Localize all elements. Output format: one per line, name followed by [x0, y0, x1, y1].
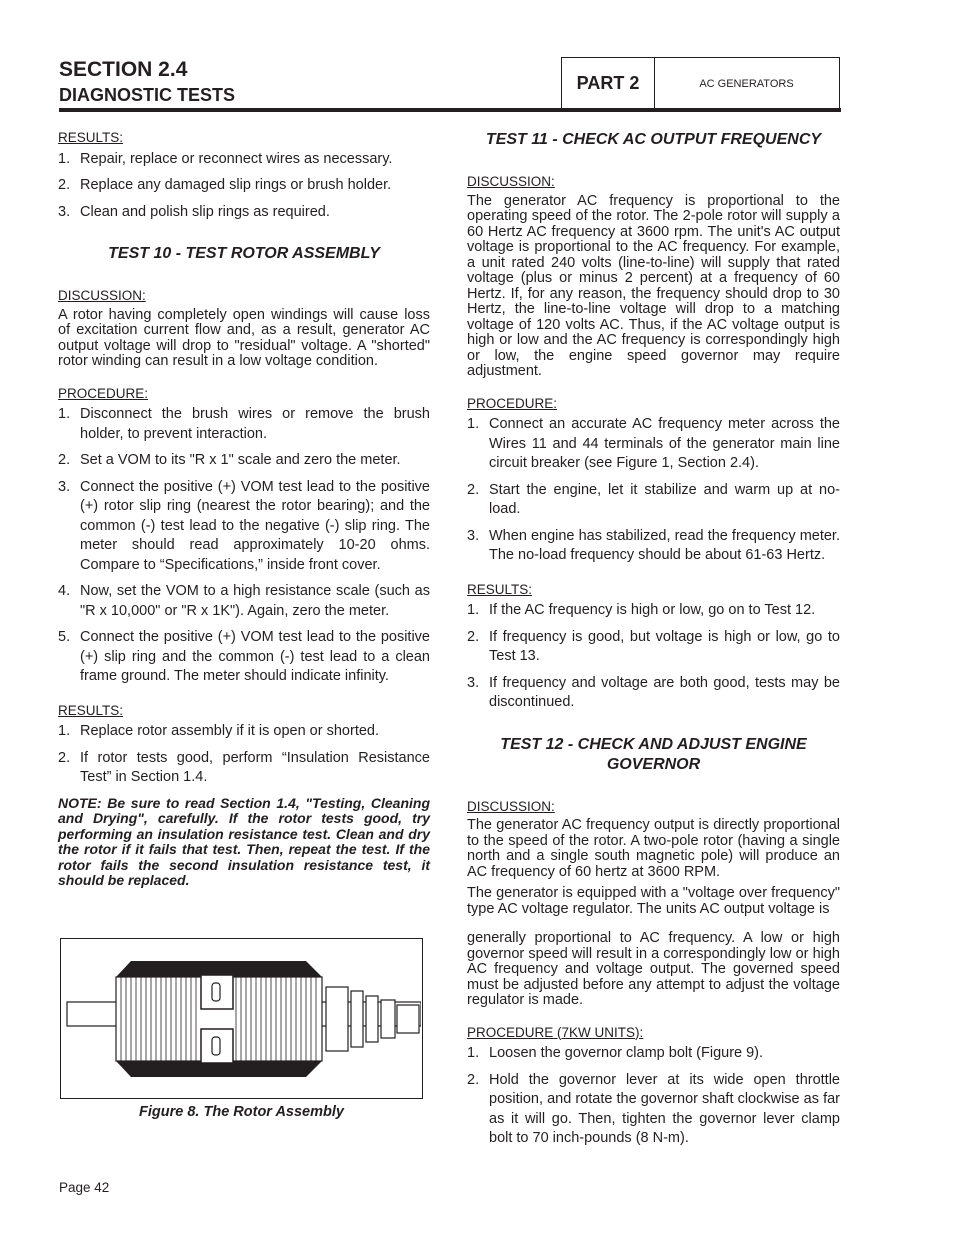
list-item: 5. Connect the positive (+) VOM test lead to the positive (+) slip ring and the common (-) test lead to a clean frame ground. The meter should indicate infinity.: [58, 629, 430, 684]
list-item: 2. Hold the governor lever at its wide open throttle position, and rotate the governor shaft clockwise as far as it will go. Then, tighten the governor lever clamp bolt to 70 inch-pounds (8 N-m).: [467, 1071, 840, 1146]
section-title: SECTION 2.4: [59, 58, 188, 81]
results-list: [467, 601, 840, 713]
list-item: 1. Repair, replace or reconnect wires as necessary.: [58, 150, 393, 167]
results-label: RESULTS:: [467, 581, 533, 597]
list-item: 2. Set a VOM to its "R x 1" scale and zero the meter.: [58, 452, 401, 468]
rotor-illustration: [61, 939, 421, 1097]
list-item: 2. Start the engine, let it stabilize and warm up at no-load.: [467, 481, 840, 517]
test11-heading: TEST 11 - CHECK AC OUTPUT FREQUENCY: [485, 131, 822, 148]
discussion-label: DISCUSSION:: [467, 174, 555, 189]
list-item: 1. Replace rotor assembly if it is open or shorted.: [58, 723, 379, 739]
section-subtitle: DIAGNOSTIC TESTS: [59, 85, 236, 105]
discussion-label: DISCUSSION:: [58, 288, 146, 303]
header-rule: [59, 108, 841, 112]
list-item: 3. If frequency and voltage are both good, tests may be discontinued.: [467, 674, 840, 710]
list-item: 2. If rotor tests good, perform “Insulation Resistance Test” in Section 1.4.: [58, 749, 430, 785]
part-name: AC GENERATORS: [699, 77, 794, 90]
procedure-label: PROCEDURE:: [467, 395, 558, 411]
discussion-label: DISCUSSION:: [467, 798, 555, 814]
procedure-list: [467, 1044, 840, 1149]
list-item: 1. Connect an accurate AC frequency meter across the Wires 11 and 44 terminals of the generator main line circuit breaker (see Figure 1, Section 2.4).: [467, 416, 840, 471]
left-column: [58, 128, 430, 889]
results-list: [58, 150, 430, 223]
procedure-list: [58, 405, 430, 687]
discussion-text: A rotor having completely open windings will cause loss of excitation current flow and, as a result, generator AC output voltage will drop to "residual" voltage. A "shorted" rotor winding can result in a low voltage condition.: [58, 306, 430, 369]
procedure-label: PROCEDURE:: [58, 385, 149, 401]
procedure-list: [467, 415, 840, 566]
results-label: RESULTS:: [58, 130, 124, 145]
discussion-text: The generator AC frequency output is directly proportional to the speed of the rotor. A two-pole rotor (having a single north and a single south magnetic pole) will produce an AC frequency of 60 hertz at 3600 RPM.: [467, 817, 840, 880]
discussion-text: The generator is equipped with a "voltage over frequency" type AC voltage regulator. The units AC output voltage is: [467, 885, 840, 917]
list-item: 2. Replace any damaged slip rings or brush holder.: [58, 177, 392, 193]
list-item: 3. When engine has stabilized, read the frequency meter. The no-load frequency should be about 61-63 Hertz.: [467, 527, 840, 563]
list-item: 3. Clean and polish slip rings as required.: [58, 203, 330, 220]
test12-heading: [467, 735, 840, 775]
note-text: NOTE: Be sure to read Section 1.4, "Testing, Cleaning and Drying", carefully. If the rotor tests good, try performing an insulation resistance test. Clean and dry the rotor if it fails that test. Then, repeat the test. If the rotor fails the second insulation resistance test, it should be replaced.: [58, 794, 430, 889]
right-column: [467, 128, 840, 1156]
test12-heading-line1: TEST 12 - CHECK AND ADJUST ENGINE: [500, 735, 807, 753]
part-label: PART 2: [562, 58, 655, 109]
list-item: 1. If the AC frequency is high or low, go on to Test 12.: [467, 602, 816, 618]
list-item: 2. If frequency is good, but voltage is high or low, go to Test 13.: [467, 628, 840, 664]
discussion-text: The generator AC frequency is proportional to the operating speed of the rotor. The 2-pole rotor will supply a 60 Hertz AC frequency at 3600 rpm. The unit's AC output voltage is proportional to the AC frequency. For example, a unit rated 240 volts (line-to-line) will supply that rated voltage (plus or minus 2 percent) at a frequency of 60 Hertz. If, for any reason, the frequency should drop to 30 Hertz, the line-to-line voltage will drop to a matching voltage of 120 volts AC. Thus, if the AC voltage output is high or low and the AC frequency is correspondingly high or low, the engine speed governor may require adjustment.: [467, 192, 840, 379]
page-number: Page 42: [59, 1180, 110, 1195]
results-label: RESULTS:: [58, 702, 124, 718]
figure-caption: Figure 8. The Rotor Assembly: [139, 1104, 344, 1120]
list-item: 1. Disconnect the brush wires or remove the brush holder, to prevent interaction.: [58, 406, 430, 442]
test10-heading: TEST 10 - TEST ROTOR ASSEMBLY: [108, 245, 380, 262]
part-box: [561, 57, 840, 110]
list-item: 1. Loosen the governor clamp bolt (Figure 9).: [467, 1045, 764, 1061]
test12-heading-line2: GOVERNOR: [606, 755, 701, 773]
results-list: [58, 722, 430, 788]
discussion-text: generally proportional to AC frequency. A low or high governor speed will result in a correspondingly low or high AC frequency and voltage output. The governed speed must be adjusted before any attempt to adjust the voltage regulator is made.: [467, 930, 840, 1008]
procedure-label: PROCEDURE (7KW UNITS):: [467, 1024, 644, 1040]
rotor-figure: [60, 938, 423, 1099]
list-item: 4. Now, set the VOM to a high resistance scale (such as "R x 10,000" or "R x 1K"). Again, zero the meter.: [58, 583, 430, 619]
list-item: 3. Connect the positive (+) VOM test lead to the positive (+) rotor slip ring (nearest the rotor bearing); and the common (-) test lead to the negative (-) slip ring. The meter should read approximately 10-20 ohms. Compare to “Specifications,” inside front cover.: [58, 478, 430, 573]
